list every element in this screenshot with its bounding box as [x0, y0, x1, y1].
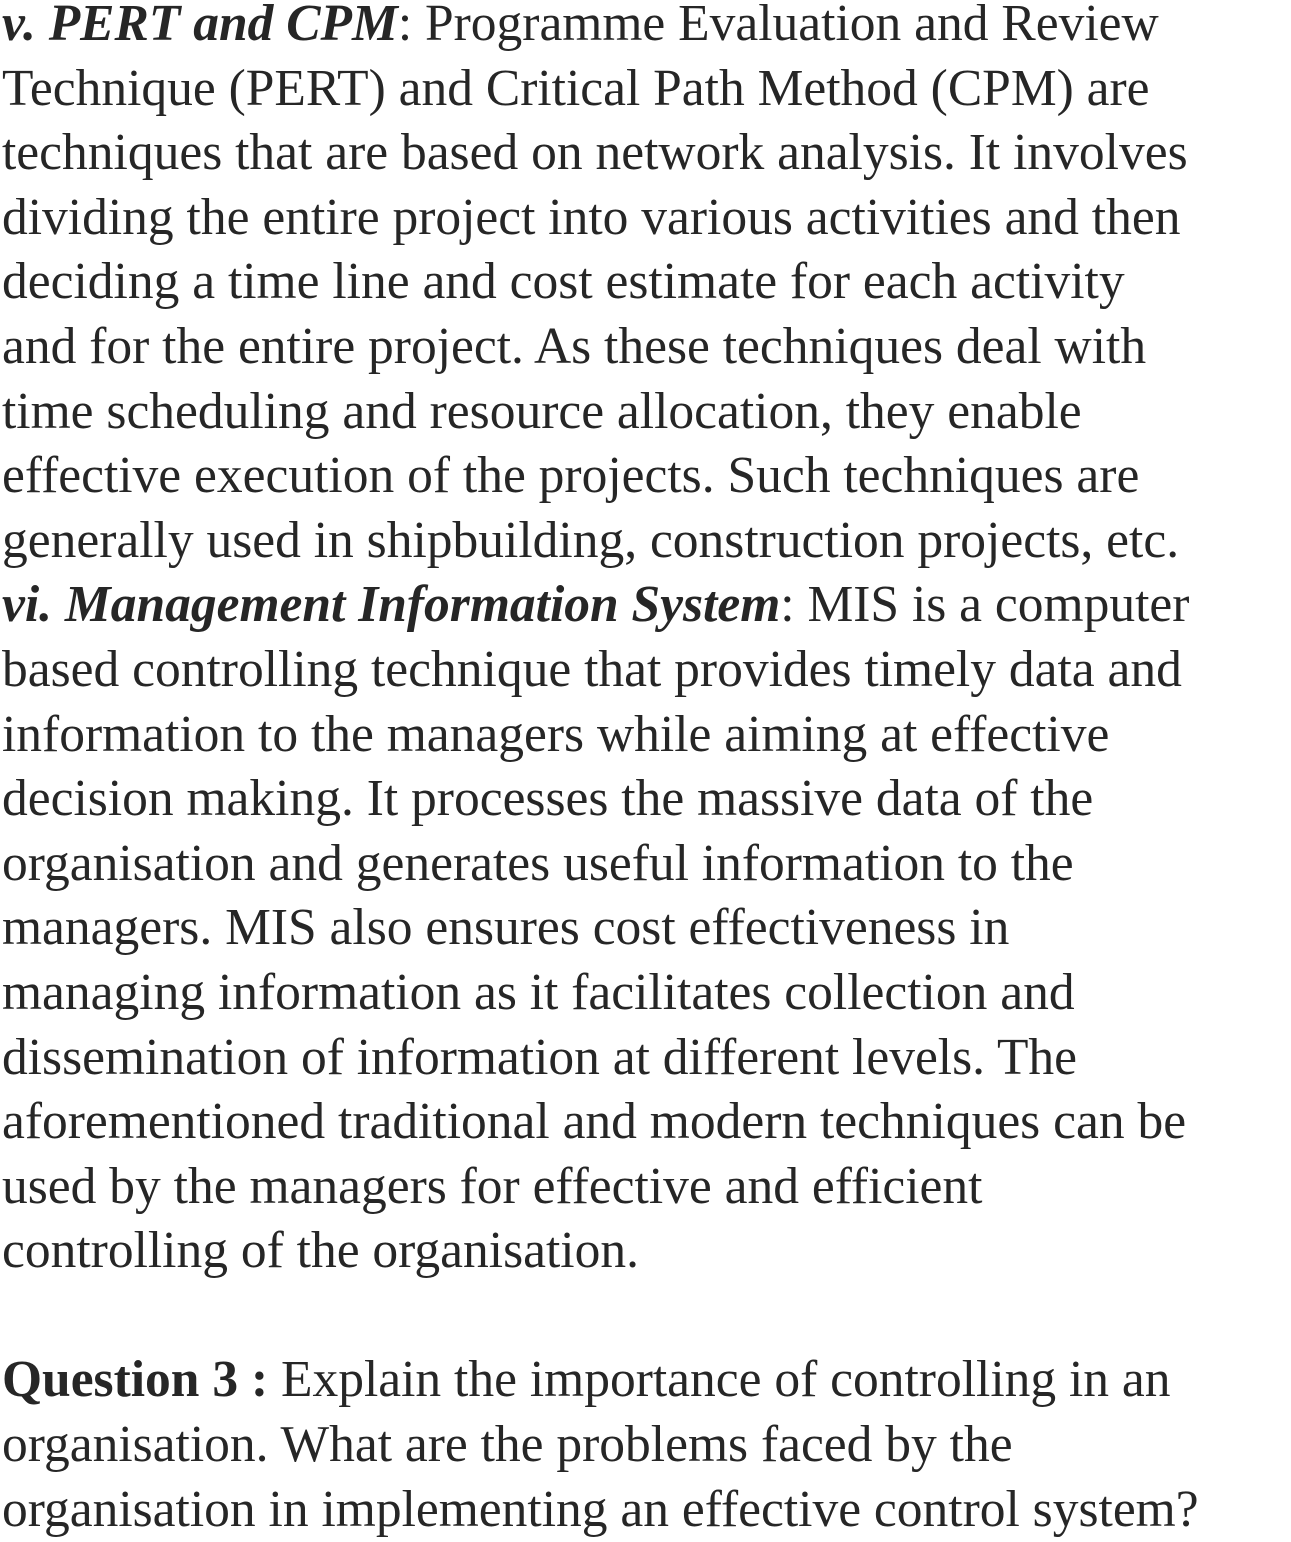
section-vi-label: vi. Management Information System — [2, 576, 781, 634]
section-vi-separator: : — [780, 576, 795, 634]
question-text-line: organisation. What are the problems faced by the — [2, 1416, 1013, 1474]
paragraph-spacer — [2, 1284, 1291, 1349]
section-v-text: Programme Evaluation and Review — [412, 0, 1159, 52]
section-vi-text-line: managing information as it facilitates collection and — [2, 963, 1075, 1021]
section-vi-text-line: organisation and generates useful information to the — [2, 834, 1074, 892]
section-v-text-line: dividing the entire project into various activities and then — [2, 188, 1181, 246]
section-v-text-line: and for the entire project. As these techniques deal with — [2, 317, 1147, 375]
section-vi-text-line: information to the managers while aiming at effective — [2, 705, 1110, 763]
document-page — [2, 0, 1291, 1542]
section-v-text-line: Technique (PERT) and Critical Path Method (CPM) are — [2, 59, 1150, 117]
section-v-text-line: generally used in shipbuilding, construction projects, etc. — [2, 511, 1180, 569]
question-text-line: organisation in implementing an effective control system? — [2, 1480, 1199, 1538]
question-heading-line — [2, 1348, 1291, 1413]
question-label: Question 3 : — [2, 1351, 269, 1409]
question-text: Explain the importance of controlling in an — [268, 1351, 1171, 1409]
section-vi-text-line: aforementioned traditional and modern techniques can be — [2, 1093, 1187, 1151]
section-v-text-line: effective execution of the projects. Such techniques are — [2, 447, 1140, 505]
section-vi-text-line: managers. MIS also ensures cost effectiveness in — [2, 899, 1010, 957]
section-v-text-line: techniques that are based on network analysis. It involves — [2, 124, 1188, 182]
section-v-label: v. PERT and CPM — [2, 0, 398, 52]
section-vi-text: MIS is a computer — [794, 576, 1190, 634]
section-vi-text-line: controlling of the organisation. — [2, 1222, 639, 1280]
section-vi-text-line: based controlling technique that provides timely data and — [2, 640, 1182, 698]
section-vi-text-line: used by the managers for effective and efficient — [2, 1157, 983, 1215]
section-vi-heading-line — [2, 573, 1291, 638]
section-v-heading-line — [2, 0, 1291, 57]
section-v-text-line: deciding a time line and cost estimate for each activity — [2, 253, 1125, 311]
section-vi-text-line: decision making. It processes the massive data of the — [2, 770, 1094, 828]
section-v-separator: : — [397, 0, 413, 52]
section-vi-text-line: dissemination of information at different levels. The — [2, 1028, 1078, 1086]
section-v-text-line: time scheduling and resource allocation, they enable — [2, 382, 1082, 440]
